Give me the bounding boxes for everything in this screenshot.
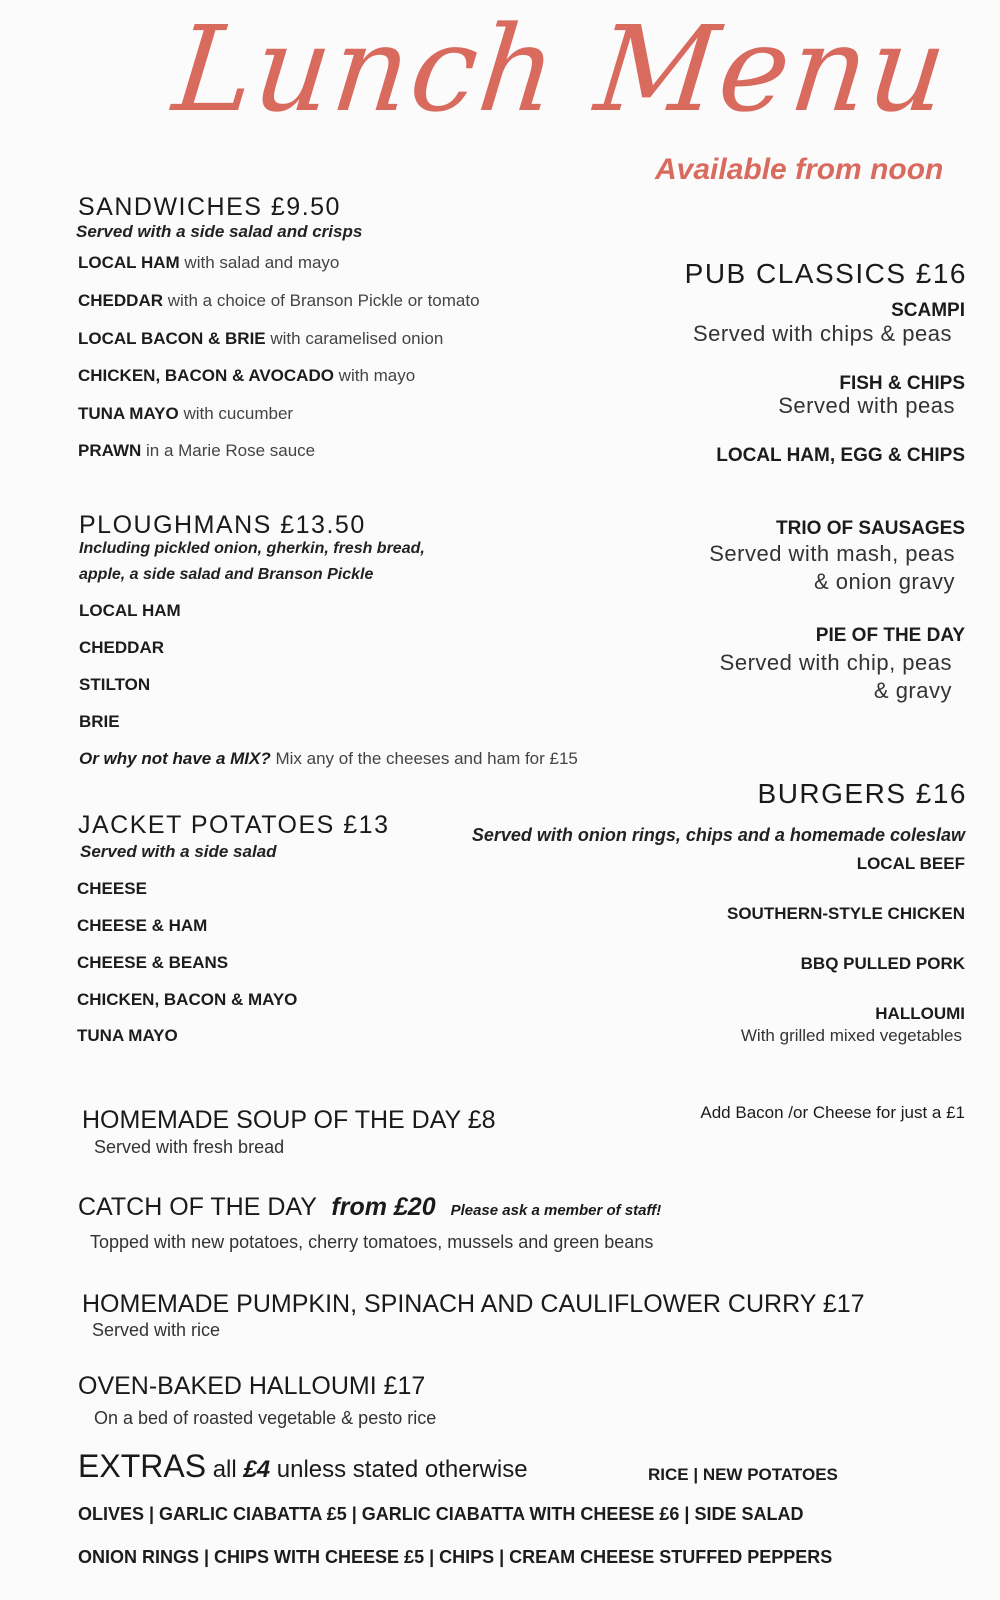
pub-item-desc: & onion gravy [813,569,955,594]
ploughmans-item: BRIE [79,712,120,731]
halloumi-burger-desc: With grilled mixed vegetables [740,1026,962,1045]
ploughmans-item: STILTON [79,675,151,694]
catch-desc: Topped with new potatoes, cherry tomatoes, mussels and green beans [90,1232,654,1252]
jacket-item: CHEESE & BEANS [77,953,229,972]
pub-item-desc: Served with peas [778,393,955,418]
ploughmans-item: LOCAL HAM [79,601,181,620]
extras-line: ONION RINGS | CHIPS WITH CHEESE £5 | CHIPS | CREAM CHEESE STUFFED PEPPERS [78,1547,833,1567]
ploughmans-note: Including pickled onion, gherkin, fresh bread, [79,540,425,557]
burger-item: LOCAL BEEF [856,854,965,873]
pub-item-name: TRIO OF SAUSAGES [776,518,965,539]
curry-desc: Served with rice [92,1320,221,1340]
burger-addon: Add Bacon /or Cheese for just a £1 [700,1103,965,1122]
catch-heading: CATCH OF THE DAY from £20 Please ask a member of staff! [78,1193,662,1221]
pub-item-name: LOCAL HAM, EGG & CHIPS [716,445,965,466]
jacket-item: CHEESE & HAM [77,916,208,935]
pub-item-desc: Served with chips & peas [692,321,952,346]
burger-item: BBQ PULLED PORK [800,954,965,973]
sandwiches-note: Served with a side salad and crisps [76,222,363,241]
sandwich-item: TUNA MAYO with cucumber [78,404,294,423]
sandwich-item: CHICKEN, BACON & AVOCADO with mayo [78,366,416,385]
sandwich-item: PRAWN in a Marie Rose sauce [78,441,316,460]
jacket-item: CHICKEN, BACON & MAYO [77,990,298,1009]
ploughmans-item: CHEDDAR [79,638,164,657]
pub-item-name: PIE OF THE DAY [815,625,965,646]
extras-heading: EXTRAS all £4 unless stated otherwise [78,1448,528,1484]
soup-heading: HOMEMADE SOUP OF THE DAY £8 [82,1106,496,1134]
extras-line: RICE | NEW POTATOES [648,1465,838,1484]
curry-heading: HOMEMADE PUMPKIN, SPINACH AND CAULIFLOWER CURRY £17 [82,1290,865,1318]
pub-item-name: FISH & CHIPS [839,373,965,394]
pub-item-name: SCAMPI [891,300,965,321]
ploughmans-heading: PLOUGHMANS £13.50 [79,511,366,539]
soup-desc: Served with fresh bread [94,1137,285,1157]
menu-title: Lunch Menu [167,0,955,138]
sandwich-item: CHEDDAR with a choice of Branson Pickle or tomato [78,291,480,310]
ploughmans-note: apple, a side salad and Branson Pickle [79,566,374,583]
burgers-heading: BURGERS £16 [757,778,967,809]
pub-classics-heading: PUB CLASSICS £16 [684,258,967,289]
burgers-note: Served with onion rings, chips and a homemade coleslaw [471,825,965,845]
jacket-note: Served with a side salad [80,842,277,861]
jacket-item: TUNA MAYO [77,1026,178,1045]
jacket-item: CHEESE [77,879,147,898]
sandwich-item: LOCAL HAM with salad and mayo [78,253,340,272]
extras-line: OLIVES | GARLIC CIABATTA £5 | GARLIC CIABATTA WITH CHEESE £6 | SIDE SALAD [78,1504,804,1524]
ploughmans-mix: Or why not have a MIX? Mix any of the cheeses and ham for £15 [79,749,578,768]
halloumi-desc: On a bed of roasted vegetable & pesto rice [94,1408,437,1428]
sandwiches-heading: SANDWICHES £9.50 [78,193,341,221]
menu-subtitle: Available from noon [655,153,944,186]
jacket-heading: JACKET POTATOES £13 [78,811,390,839]
sandwich-item: LOCAL BACON & BRIE with caramelised onion [78,329,444,348]
pub-item-desc: Served with chip, peas [719,650,952,675]
halloumi-heading: OVEN-BAKED HALLOUMI £17 [78,1372,426,1400]
pub-item-desc: & gravy [873,678,952,703]
pub-item-desc: Served with mash, peas [709,541,955,566]
burger-item: HALLOUMI [875,1004,965,1023]
burger-item: SOUTHERN-STYLE CHICKEN [726,904,965,923]
